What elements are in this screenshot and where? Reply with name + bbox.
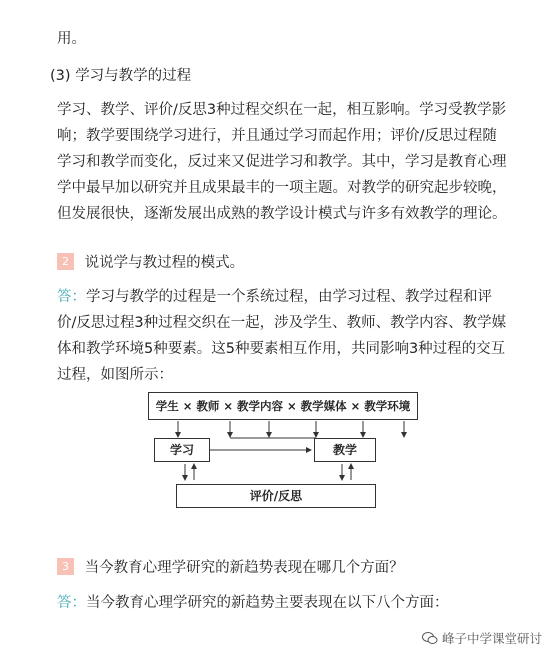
answer-2 <box>57 284 527 388</box>
teaching-box: 教学 <box>314 438 376 462</box>
answer-label: 答： <box>57 289 86 305</box>
question-text: 说说学与教过程的模式。 <box>84 255 245 271</box>
top-fragment-text: 用。 <box>57 31 86 47</box>
paragraph-line: 学中最早加以研究并且成果最丰的一项主题。对教学的研究起步较晚， <box>57 180 507 196</box>
answer-text: 当今教育心理学研究的新趋势主要表现在以下八个方面： <box>86 595 449 611</box>
paragraph-line: 学习和教学而变化，反过来又促进学习和教学。其中，学习是教育心理 <box>57 154 507 170</box>
wechat-icon <box>422 631 438 645</box>
elements-box: 学生 × 教师 × 教学内容 × 教学媒体 × 教学环境 <box>148 392 418 420</box>
paragraph-line: 但发展很快，逐渐发展出成熟的教学设计模式与许多有效教学的理论。 <box>57 206 507 222</box>
learning-box: 学习 <box>154 438 210 462</box>
section-title: 学习与教学的过程 <box>75 68 192 84</box>
paragraph-line: 学习、教学、评价/反思3种过程交织在一起，相互影响。学习受教学影 <box>57 102 507 118</box>
question-text: 当今教育心理学研究的新趋势表现在哪几个方面？ <box>84 560 404 576</box>
watermark <box>422 629 542 647</box>
watermark-text: 峰子中学课堂研讨 <box>441 631 542 646</box>
process-diagram <box>148 392 418 517</box>
answer-label: 答： <box>57 595 86 611</box>
section-close-paren: ) <box>64 68 71 84</box>
evaluation-box: 评价/反思 <box>176 484 376 508</box>
paragraph-learning-teaching <box>57 97 527 227</box>
answer-line: 体和教学环境5种要素。这5种要素相互作用，共同影响3种过程的交互 <box>57 341 506 357</box>
answer-line: 过程，如图所示： <box>57 367 173 383</box>
question-3 <box>57 555 404 581</box>
answer-line <box>57 284 527 310</box>
section-heading <box>50 63 191 89</box>
answer-line: 价/反思过程3种过程交织在一起，涉及学生、教师、教学内容、教学媒 <box>57 315 507 331</box>
section-number: 3 <box>55 68 65 84</box>
answer-line-text: 学习与教学的过程是一个系统过程，由学习过程、教学过程和评 <box>86 289 492 305</box>
question-number-badge: 2 <box>57 253 74 270</box>
question-number-badge: 3 <box>57 558 74 575</box>
section-open-paren: ( <box>50 68 56 84</box>
question-2 <box>57 250 244 276</box>
answer-3 <box>57 590 449 616</box>
paragraph-line: 响；教学要围绕学习进行，并且通过学习而起作用；评价/反思过程随 <box>57 128 497 144</box>
